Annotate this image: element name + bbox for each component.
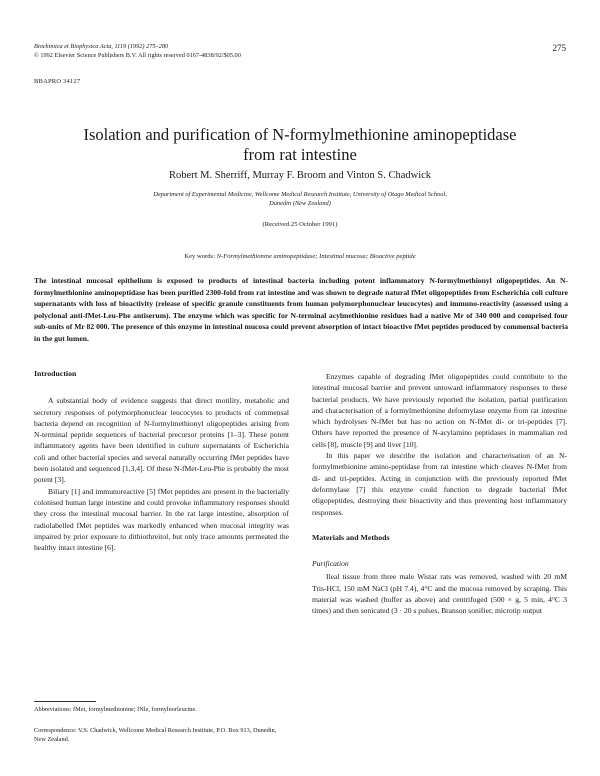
abbreviations-footnote: Abbreviations: fMet, formylmethionine; fNle, formylnorleucine. [34,706,197,713]
purification-subheading: Purification [312,559,349,569]
introduction-heading: Introduction [34,369,77,378]
footnote-rule [34,701,96,702]
correspondence-footnote: Correspondence: V.S. Chadwick, Wellcome Medical Research Institute, P.O. Box 913, Dunedin, New Zealand. [34,727,277,743]
abstract: The intestinal mucosal epithelium is exposed to products of intestinal bacteria including potent inflammatory N-formylmethionyl oligopeptides. An N-formylmethionine aminopeptidase has been purified 2300-fold from rat intestine and was shown to degrade natural fMet oligopeptides from Escherichia coli culture supernatants with loss of bioactivity (release of specific granule constituents from human polymorphonuclear leucocytes) and immuno-reactivity (assessed using a polyclonal anti-fMet-Leu-Phe antiserum). The enzyme which was specific for N-terminal acylmethionine residues had a native Mr of 340 000 and comprised four sub-units of Mr 82 000. The presence of this enzyme in intestinal mucosa could prevent absorption of intact bioactive fMet peptides produced by commensal bacteria in the gut lumen. [34,276,568,343]
left-column [34,368,289,553]
keywords [0,253,600,260]
keywords-label: Key words: [184,253,215,260]
title-line-1: Isolation and purification of N-formylmethionine aminopeptidase [83,125,517,144]
journal-header [34,42,241,60]
intro-paragraph-4: In this paper we describe the isolation and characterisation of an N-formylmethionine amino-peptidase from rat intestine which cleaves N-fMet from di- and tri-peptides. Acting in conjunction with the previously reported fMet deformylase [7] this enzyme could function to degrade bacterial fMet oligopeptides, destroying their bioactivity and thus preventing host inflammatory responses. [312,451,567,517]
bba-code: BBAPRO 34127 [34,78,81,85]
intro-paragraph-2: Biliary [1] and immunoreactive [5] fMet peptides are present in the bacterially colonised human large intestine and could provoke inflammatory responses should they cross the intestinal mucosal barrier. In the rat large intestine, absorption of radiolabelled fMet peptides was markedly enhanced when mucosal integrity was impaired by prior exposure to dithiothreitol, but only trace amounts permeated the healthy intact intestine [6]. [34,486,289,553]
journal-citation: Biochimica et Biophysica Acta, 1119 (1992) 275–280 [34,43,169,50]
intro-paragraph-3: Enzymes capable of degrading fMet oligopeptides could contribute to the intestinal mucosal barrier and prevent untoward inflammatory responses to these bacterial products. We have previously reported the isolation, partial purification and characterisation of a formylmethionine deformylase enzyme from rat intestine which hydrolyses N-fMet but has no action on N-fMet di- or tri-peptides [7]. Others have reported the presence of N-acylamino peptidases in mammalian red cells [8], muscle [9] and liver [10]. [312,372,567,449]
intro-paragraph-1: A substantial body of evidence suggests that direct motility, metabolic and secretory responses of polymorphonuclear leucocytes to products of commensal bacteria depend on recognition of N-formylmethionyl oligopeptides arising from N-terminal peptide sequences of bacterial precursor proteins [1–3]. These potent inflammatory agents have been identified in culture supernatants of Escherichia coli and other bacterial species and several naturally occurring fMet peptides have been isolated and sequenced [1,3,4]. Of these N-fMet-Leu-Phe is probably the most potent [3]. [34,396,289,485]
affiliation-line-2: Dunedin (New Zealand) [269,200,331,207]
received-date: (Received 25 October 1991) [262,221,338,228]
page-number: 275 [552,43,566,53]
affiliation [60,190,540,208]
right-column [312,371,567,617]
keywords-value: N-Formylmethionine aminopeptidase; Intestinal mucosa; Bioactive peptide [216,253,416,260]
copyright-line: © 1992 Elsevier Science Publishers B.V. All rights reserved 0167-4838/92/$05.00 [34,52,241,59]
title-line-2: from rat intestine [243,145,357,164]
affiliation-line-1: Department of Experimental Medicine, Wellcome Medical Research Institute, University of Otago Medical School, [153,191,447,198]
methods-paragraph-1: Ileal tissue from three male Wistar rats was removed, washed with 20 mM Tris-HCl, 150 mM NaCl (pH 7.4), 4°C and the mucosa removed by scraping. This material was washed (buffer as above) and centrifuged (500 × g, 5 min, 4°C 3 times) and then sonicated (3 · 20 s pulses, Branson sonifier, microtip output [312,572,567,616]
methods-heading: Materials and Methods [312,532,390,542]
article-title [0,125,600,165]
authors: Robert M. Sherriff, Murray F. Broom and Vinton S. Chadwick [168,170,432,181]
